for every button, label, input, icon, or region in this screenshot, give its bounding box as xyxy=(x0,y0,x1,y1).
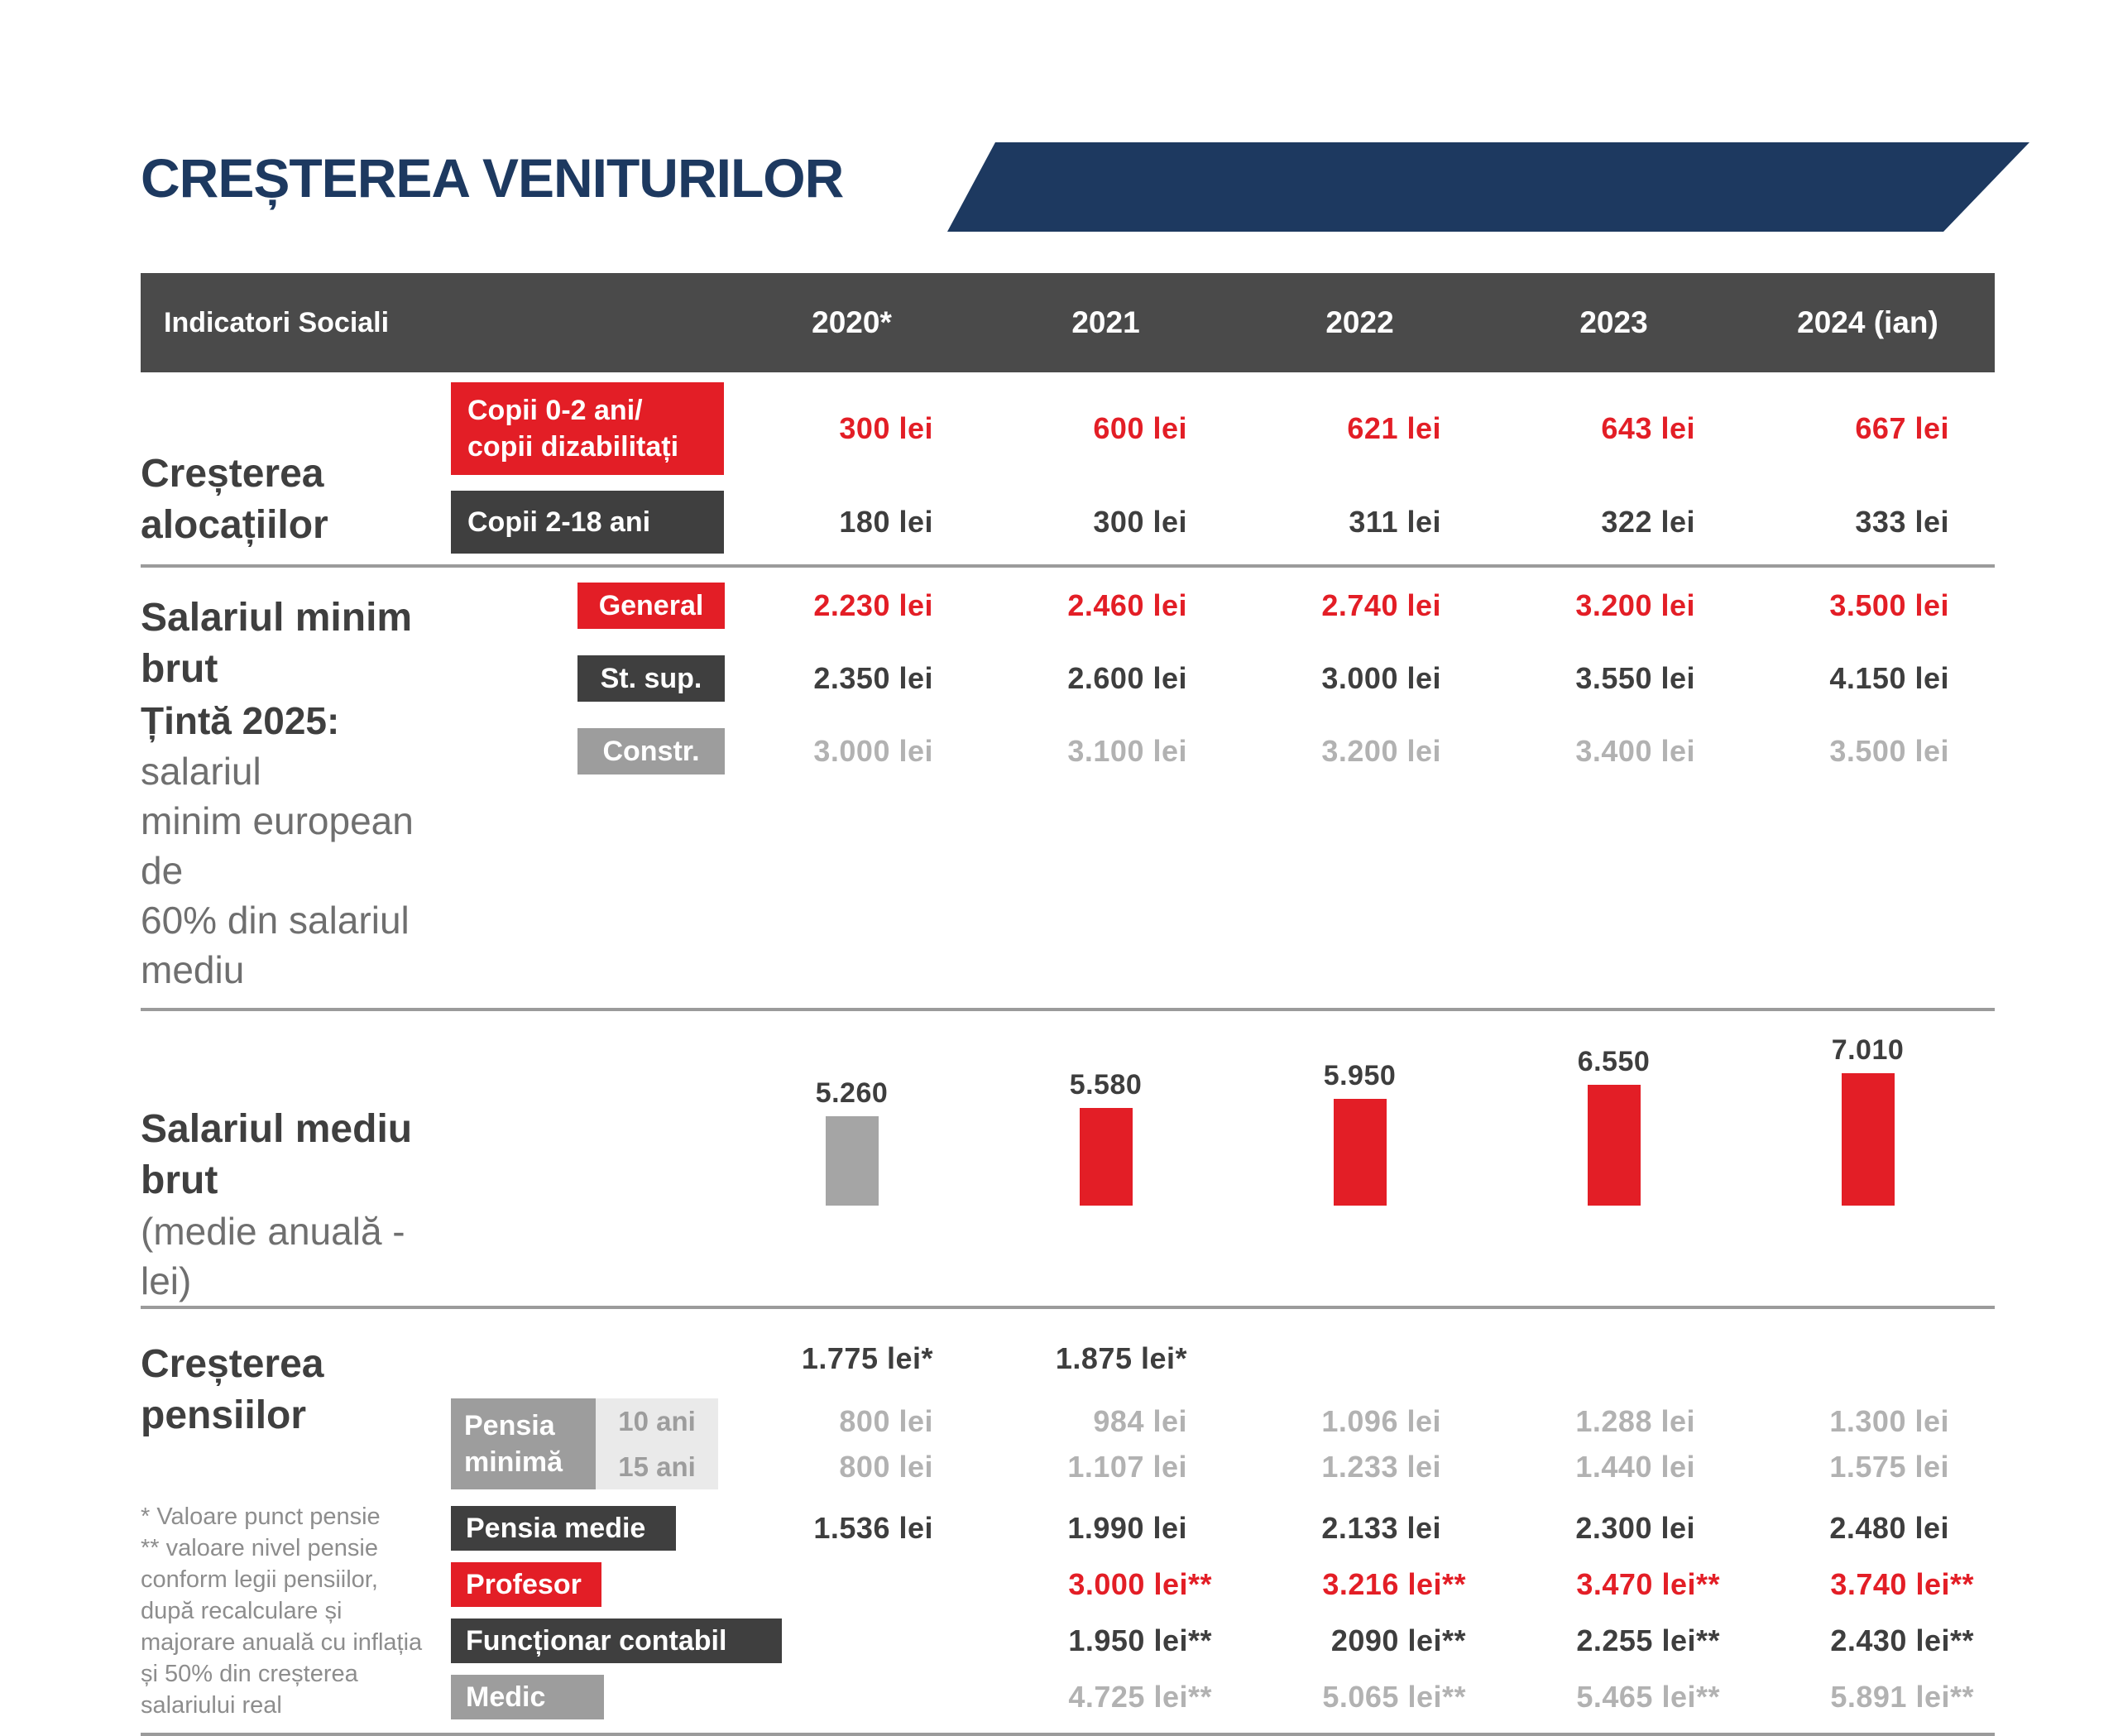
value-cell: 3.000 lei xyxy=(1321,661,1441,695)
section-label-line: 60% din salariul mediu xyxy=(141,899,410,991)
bar-value-label: 6.550 xyxy=(1577,1046,1651,1077)
section-label-line xyxy=(141,695,451,796)
footnote-line: și 50% din creșterea xyxy=(141,1661,358,1687)
table-row xyxy=(451,491,1995,554)
value-cell: 1.288 lei xyxy=(1575,1403,1695,1438)
year-header-2022: 2022 xyxy=(1325,305,1394,339)
value-cell: 3.470 lei** xyxy=(1576,1567,1720,1601)
value-cell: 1.233 lei xyxy=(1321,1449,1441,1484)
bar-2022 xyxy=(1334,1099,1387,1206)
table-header-row xyxy=(141,273,1995,372)
badge-pensia-minima xyxy=(451,1398,718,1489)
value-cell: 1.096 lei xyxy=(1321,1403,1441,1438)
value-cell: 1.775 lei* xyxy=(801,1341,933,1375)
badge-pensia-minima-ani xyxy=(596,1398,718,1489)
bar-column-2021 xyxy=(979,1069,1233,1206)
value-cell: 2.230 lei xyxy=(813,588,933,622)
table-row xyxy=(451,583,1995,629)
title-accent-shape xyxy=(947,142,2031,232)
section-salariu-minim xyxy=(141,568,1995,1011)
badge-copii-2-18: Copii 2-18 ani xyxy=(451,491,724,554)
table-row xyxy=(725,1398,1995,1444)
value-cell: 311 lei xyxy=(1349,505,1441,539)
value-cell: 3.200 lei xyxy=(1321,734,1441,768)
section-label-line: Salariul minim brut xyxy=(141,596,413,691)
table-row xyxy=(451,1506,1995,1551)
value-cell: 1.950 lei** xyxy=(1068,1623,1212,1657)
section-label-line: Creșterea xyxy=(141,452,324,496)
value-cell: 1.107 lei xyxy=(1067,1449,1187,1484)
bar-column-2023 xyxy=(1487,1046,1741,1206)
target-rest: salariul xyxy=(141,750,261,793)
target-label: Țintă 2025: xyxy=(141,699,340,742)
value-cell: 3.000 lei xyxy=(813,734,933,768)
year-header-2023: 2023 xyxy=(1579,305,1648,339)
bar-2020 xyxy=(826,1116,879,1206)
value-cell: 1.536 lei xyxy=(813,1511,933,1545)
value-cell: 667 lei xyxy=(1855,411,1949,445)
value-cell: 3.100 lei xyxy=(1067,734,1187,768)
value-cell: 300 lei xyxy=(1093,505,1187,539)
table-row xyxy=(451,1619,1995,1663)
value-cell: 2.300 lei xyxy=(1575,1511,1695,1545)
badge-line: copii dizabilitați xyxy=(467,431,679,463)
section-salariu-mediu-label xyxy=(141,1011,451,1306)
value-cell: 1.300 lei xyxy=(1829,1403,1949,1438)
section-label-line: Salariul mediu brut xyxy=(141,1107,413,1202)
section-salariu-minim-label xyxy=(141,583,451,995)
badge-pensia-minima-label xyxy=(451,1398,596,1489)
value-cell: 1.440 lei xyxy=(1575,1449,1695,1484)
value-cell: 322 lei xyxy=(1601,505,1695,539)
value-cell: 984 lei xyxy=(1093,1403,1187,1438)
bar-value-label: 5.950 xyxy=(1323,1060,1397,1091)
table-row xyxy=(451,382,1995,475)
bar-chart xyxy=(725,1019,1995,1206)
bar-2023 xyxy=(1588,1085,1641,1206)
bar-column-2022 xyxy=(1233,1060,1487,1206)
value-cell: 3.500 lei xyxy=(1829,588,1949,622)
badge-constructii: Constr. xyxy=(577,728,725,774)
value-cell: 2.255 lei** xyxy=(1576,1623,1720,1657)
badge-medic: Medic xyxy=(451,1675,604,1719)
bar-value-label: 5.260 xyxy=(815,1077,889,1109)
badge-line: minimă xyxy=(464,1446,563,1478)
year-header-2020: 2020* xyxy=(812,305,892,339)
value-cell: 3.500 lei xyxy=(1829,734,1949,768)
value-cell: 5.065 lei** xyxy=(1322,1680,1466,1714)
value-cell: 2.480 lei xyxy=(1829,1511,1949,1545)
value-cell: 600 lei xyxy=(1093,411,1187,445)
table-row xyxy=(725,1444,1995,1489)
table-header-label: Indicatori Sociali xyxy=(164,306,390,338)
value-cell: 5.465 lei** xyxy=(1576,1680,1720,1714)
value-cell: 333 lei xyxy=(1855,505,1949,539)
value-cell: 3.740 lei** xyxy=(1830,1567,1974,1601)
ani-label-15: 15 ani xyxy=(618,1451,696,1482)
section-label-line: pensiilor xyxy=(141,1393,307,1437)
ani-label-10: 10 ani xyxy=(618,1405,696,1436)
bar-column-2020 xyxy=(725,1077,979,1206)
table-row-group xyxy=(451,1398,1995,1489)
badge-pensia-medie: Pensia medie xyxy=(451,1506,676,1551)
value-cell: 2.133 lei xyxy=(1321,1511,1441,1545)
table-row xyxy=(451,1340,1995,1377)
value-cell: 3.550 lei xyxy=(1575,661,1695,695)
section-label-line: minim european de xyxy=(141,799,414,892)
table-row xyxy=(451,1562,1995,1607)
footnote-line: după recalculare și xyxy=(141,1598,343,1624)
section-label-line: alocațiilor xyxy=(141,503,328,547)
section-label-line: Creșterea xyxy=(141,1342,324,1386)
bar-2024 xyxy=(1842,1073,1895,1206)
bar-value-label: 7.010 xyxy=(1831,1034,1905,1066)
badge-line: Pensia xyxy=(464,1410,555,1441)
value-cell: 800 lei xyxy=(839,1403,933,1438)
badge-copii-0-2 xyxy=(451,382,724,475)
bar-2021 xyxy=(1080,1108,1133,1206)
value-cell: 4.725 lei** xyxy=(1068,1680,1212,1714)
footnote-line: majorare anuală cu inflația xyxy=(141,1629,423,1656)
section-salariu-mediu xyxy=(141,1011,1995,1309)
table-row xyxy=(451,728,1995,774)
value-cell: 2.600 lei xyxy=(1067,661,1187,695)
value-cell: 3.216 lei** xyxy=(1322,1567,1466,1601)
badge-profesor: Profesor xyxy=(451,1562,601,1607)
value-cell: 3.400 lei xyxy=(1575,734,1695,768)
value-cell: 2090 lei** xyxy=(1330,1623,1466,1657)
value-cell: 2.430 lei** xyxy=(1830,1623,1974,1657)
value-cell: 643 lei xyxy=(1601,411,1695,445)
page-title: CREȘTEREA VENITURILOR xyxy=(141,147,844,209)
value-cell: 2.460 lei xyxy=(1067,588,1187,622)
value-cell: 5.891 lei** xyxy=(1830,1680,1974,1714)
value-cell: 4.150 lei xyxy=(1829,661,1949,695)
value-cell: 1.875 lei* xyxy=(1055,1341,1187,1375)
value-cell: 3.000 lei** xyxy=(1068,1567,1212,1601)
value-cell: 800 lei xyxy=(839,1449,933,1484)
section-pensii xyxy=(141,1309,1995,1736)
badge-general: General xyxy=(577,583,725,629)
value-cell: 180 lei xyxy=(839,505,933,539)
section-pensii-label xyxy=(141,1309,451,1721)
section-alocatii-label xyxy=(141,382,451,554)
value-cell: 1.575 lei xyxy=(1829,1449,1949,1484)
footnote-line: conform legii pensiilor, xyxy=(141,1566,378,1593)
value-cell: 3.200 lei xyxy=(1575,588,1695,622)
table-row xyxy=(451,1675,1995,1719)
value-cell: 300 lei xyxy=(839,411,933,445)
value-cell: 621 lei xyxy=(1347,411,1441,445)
year-header-2024: 2024 (ian) xyxy=(1797,305,1938,339)
footnote-line: * Valoare punct pensie xyxy=(141,1503,381,1530)
footnote-line: salariului real xyxy=(141,1692,282,1719)
table-row xyxy=(451,655,1995,702)
value-cell: 1.990 lei xyxy=(1067,1511,1187,1545)
badge-functionar-contabil: Funcționar contabil xyxy=(451,1619,782,1663)
footnote-line: ** valoare nivel pensie xyxy=(141,1535,378,1561)
section-alocatii xyxy=(141,372,1995,568)
bar-value-label: 5.580 xyxy=(1069,1069,1143,1101)
value-cell: 2.350 lei xyxy=(813,661,933,695)
section-label-line: (medie anuală - lei) xyxy=(141,1210,405,1302)
badge-line: Copii 0-2 ani/ xyxy=(467,395,643,426)
year-header-2021: 2021 xyxy=(1071,305,1140,339)
value-cell: 2.740 lei xyxy=(1321,588,1441,622)
pension-footnote xyxy=(141,1501,451,1721)
indicators-table xyxy=(141,273,1995,1736)
bar-column-2024 xyxy=(1741,1034,1995,1206)
badge-studii-superioare: St. sup. xyxy=(577,655,725,702)
